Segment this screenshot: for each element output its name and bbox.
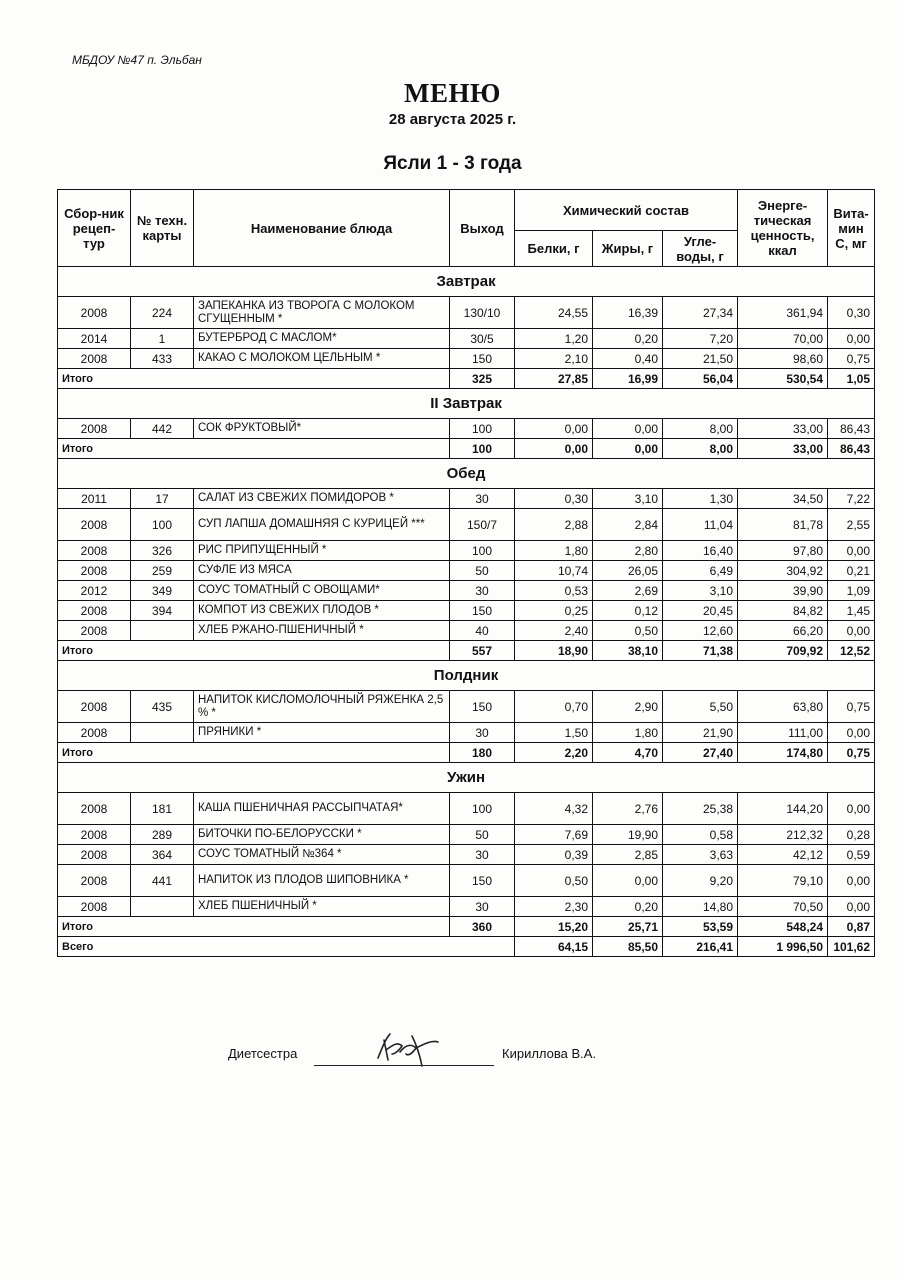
tech-card-number: 1: [131, 329, 194, 349]
table-row: [58, 297, 875, 329]
total-row: [58, 369, 875, 389]
fat-value: 2,90: [593, 691, 663, 723]
dish-name: ПРЯНИКИ *: [194, 723, 450, 743]
section-title: Завтрак: [58, 267, 875, 297]
total-carb: 27,40: [663, 743, 738, 763]
dish-output: 150: [450, 349, 515, 369]
energy-value: 97,80: [738, 541, 828, 561]
energy-value: 212,32: [738, 825, 828, 845]
total-output: 325: [450, 369, 515, 389]
dish-output: 150/7: [450, 509, 515, 541]
carb-value: 16,40: [663, 541, 738, 561]
dish-output: 30: [450, 723, 515, 743]
protein-value: 1,80: [515, 541, 593, 561]
grand-total-protein: 64,15: [515, 937, 593, 957]
table-row: [58, 621, 875, 641]
carb-value: 8,00: [663, 419, 738, 439]
section-header: [58, 459, 875, 489]
table-row: [58, 581, 875, 601]
energy-value: 144,20: [738, 793, 828, 825]
dish-output: 30: [450, 489, 515, 509]
recipe-collection: 2008: [58, 897, 131, 917]
col-fat: Жиры, г: [593, 231, 663, 267]
total-output: 360: [450, 917, 515, 937]
tech-card-number: 364: [131, 845, 194, 865]
dish-output: 150: [450, 691, 515, 723]
table-row: [58, 349, 875, 369]
menu-body: [58, 267, 875, 957]
menu-date: 28 августа 2025 г.: [388, 111, 517, 128]
table-row: [58, 845, 875, 865]
carb-value: 12,60: [663, 621, 738, 641]
total-label: Итого: [58, 641, 450, 661]
organization-name: МБДОУ №47 п. Эльбан: [72, 53, 202, 67]
dish-name: СУП ЛАПША ДОМАШНЯЯ С КУРИЦЕЙ ***: [194, 509, 450, 541]
carb-value: 21,90: [663, 723, 738, 743]
vitamin-value: 0,00: [828, 329, 875, 349]
dish-name: САЛАТ ИЗ СВЕЖИХ ПОМИДОРОВ *: [194, 489, 450, 509]
dish-name: СОУС ТОМАТНЫЙ №364 *: [194, 845, 450, 865]
energy-value: 34,50: [738, 489, 828, 509]
vitamin-value: 0,21: [828, 561, 875, 581]
total-output: 557: [450, 641, 515, 661]
fat-value: 3,10: [593, 489, 663, 509]
carb-value: 1,30: [663, 489, 738, 509]
table-row: [58, 419, 875, 439]
protein-value: 2,30: [515, 897, 593, 917]
total-protein: 2,20: [515, 743, 593, 763]
recipe-collection: 2008: [58, 541, 131, 561]
dish-name: КАША ПШЕНИЧНАЯ РАССЫПЧАТАЯ*: [194, 793, 450, 825]
recipe-collection: 2008: [58, 561, 131, 581]
table-row: [58, 825, 875, 845]
protein-value: 1,20: [515, 329, 593, 349]
table-row: [58, 541, 875, 561]
vitamin-value: 2,55: [828, 509, 875, 541]
dish-output: 100: [450, 541, 515, 561]
grand-total-carb: 216,41: [663, 937, 738, 957]
col-protein: Белки, г: [515, 231, 593, 267]
tech-card-number: 259: [131, 561, 194, 581]
table-row: [58, 897, 875, 917]
dish-output: 30: [450, 897, 515, 917]
vitamin-value: 1,09: [828, 581, 875, 601]
dish-name: РИС ПРИПУЩЕННЫЙ *: [194, 541, 450, 561]
col-sbornik: Сбор-ник рецеп-тур: [58, 190, 131, 267]
energy-value: 361,94: [738, 297, 828, 329]
dish-output: 30/5: [450, 329, 515, 349]
fat-value: 2,85: [593, 845, 663, 865]
carb-value: 7,20: [663, 329, 738, 349]
protein-value: 2,40: [515, 621, 593, 641]
signature-name: Кириллова В.А.: [502, 1046, 597, 1061]
carb-value: 27,34: [663, 297, 738, 329]
grand-total-label: Всего: [58, 937, 515, 957]
section-header: [58, 267, 875, 297]
tech-card-number: 100: [131, 509, 194, 541]
total-row: [58, 917, 875, 937]
col-tech-card: № техн. карты: [131, 190, 194, 267]
total-carb: 53,59: [663, 917, 738, 937]
protein-value: 0,25: [515, 601, 593, 621]
dish-name: БУТЕРБРОД С МАСЛОМ*: [194, 329, 450, 349]
protein-value: 0,53: [515, 581, 593, 601]
col-chem-composition: Химический состав: [515, 190, 738, 231]
carb-value: 9,20: [663, 865, 738, 897]
section-title: Обед: [58, 459, 875, 489]
grand-total-energy: 1 996,50: [738, 937, 828, 957]
protein-value: 0,00: [515, 419, 593, 439]
recipe-collection: 2011: [58, 489, 131, 509]
table-row: [58, 509, 875, 541]
menu-table: [57, 189, 875, 957]
table-row: [58, 601, 875, 621]
protein-value: 2,10: [515, 349, 593, 369]
fat-value: 2,69: [593, 581, 663, 601]
energy-value: 81,78: [738, 509, 828, 541]
total-carb: 71,38: [663, 641, 738, 661]
total-vitamin: 12,52: [828, 641, 875, 661]
vitamin-value: 0,00: [828, 723, 875, 743]
recipe-collection: 2008: [58, 509, 131, 541]
dish-output: 50: [450, 561, 515, 581]
vitamin-value: 0,00: [828, 793, 875, 825]
vitamin-value: 0,00: [828, 897, 875, 917]
section-header: [58, 661, 875, 691]
protein-value: 24,55: [515, 297, 593, 329]
fat-value: 1,80: [593, 723, 663, 743]
total-row: [58, 743, 875, 763]
dish-output: 150: [450, 601, 515, 621]
tech-card-number: 394: [131, 601, 194, 621]
carb-value: 3,10: [663, 581, 738, 601]
energy-value: 70,50: [738, 897, 828, 917]
dish-name: БИТОЧКИ ПО-БЕЛОРУССКИ *: [194, 825, 450, 845]
tech-card-number: 433: [131, 349, 194, 369]
tech-card-number: [131, 723, 194, 743]
total-output: 100: [450, 439, 515, 459]
protein-value: 0,70: [515, 691, 593, 723]
table-row: [58, 723, 875, 743]
fat-value: 0,20: [593, 897, 663, 917]
vitamin-value: 0,30: [828, 297, 875, 329]
grand-total-row: [58, 937, 875, 957]
dish-name: ХЛЕБ ПШЕНИЧНЫЙ *: [194, 897, 450, 917]
dish-output: 30: [450, 845, 515, 865]
total-label: Итого: [58, 743, 450, 763]
col-vitamin: Вита-мин С, мг: [828, 190, 875, 267]
dish-name: КОМПОТ ИЗ СВЕЖИХ ПЛОДОВ *: [194, 601, 450, 621]
total-energy: 709,92: [738, 641, 828, 661]
dish-output: 150: [450, 865, 515, 897]
signature-role: Диетсестра: [228, 1046, 298, 1061]
page-title: МЕНЮ: [404, 78, 501, 108]
total-energy: 530,54: [738, 369, 828, 389]
total-label: Итого: [58, 917, 450, 937]
energy-value: 111,00: [738, 723, 828, 743]
vitamin-value: 0,75: [828, 349, 875, 369]
total-fat: 16,99: [593, 369, 663, 389]
total-protein: 27,85: [515, 369, 593, 389]
total-vitamin: 1,05: [828, 369, 875, 389]
dish-output: 100: [450, 419, 515, 439]
recipe-collection: 2008: [58, 691, 131, 723]
fat-value: 16,39: [593, 297, 663, 329]
table-row: [58, 691, 875, 723]
dish-output: 50: [450, 825, 515, 845]
recipe-collection: 2008: [58, 297, 131, 329]
tech-card-number: 17: [131, 489, 194, 509]
dish-name: НАПИТОК КИСЛОМОЛОЧНЫЙ РЯЖЕНКА 2,5 % *: [194, 691, 450, 723]
dish-output: 130/10: [450, 297, 515, 329]
vitamin-value: 1,45: [828, 601, 875, 621]
grand-total-vitamin: 101,62: [828, 937, 875, 957]
total-energy: 548,24: [738, 917, 828, 937]
table-row: [58, 329, 875, 349]
fat-value: 26,05: [593, 561, 663, 581]
fat-value: 19,90: [593, 825, 663, 845]
recipe-collection: 2008: [58, 349, 131, 369]
recipe-collection: 2008: [58, 621, 131, 641]
vitamin-value: 0,00: [828, 621, 875, 641]
carb-value: 6,49: [663, 561, 738, 581]
tech-card-number: 326: [131, 541, 194, 561]
section-title: II Завтрак: [58, 389, 875, 419]
vitamin-value: 0,59: [828, 845, 875, 865]
tech-card-number: 224: [131, 297, 194, 329]
vitamin-value: 0,28: [828, 825, 875, 845]
carb-value: 11,04: [663, 509, 738, 541]
dish-name: СОК ФРУКТОВЫЙ*: [194, 419, 450, 439]
energy-value: 79,10: [738, 865, 828, 897]
tech-card-number: 442: [131, 419, 194, 439]
grand-total-fat: 85,50: [593, 937, 663, 957]
handwritten-signature: [372, 1030, 442, 1070]
fat-value: 0,50: [593, 621, 663, 641]
energy-value: 66,20: [738, 621, 828, 641]
protein-value: 0,30: [515, 489, 593, 509]
total-label: Итого: [58, 439, 450, 459]
age-group: Ясли 1 - 3 года: [383, 153, 522, 174]
recipe-collection: 2008: [58, 793, 131, 825]
recipe-collection: 2012: [58, 581, 131, 601]
dish-output: 40: [450, 621, 515, 641]
total-vitamin: 86,43: [828, 439, 875, 459]
tech-card-number: 435: [131, 691, 194, 723]
vitamin-value: 0,00: [828, 865, 875, 897]
carb-value: 20,45: [663, 601, 738, 621]
table-row: [58, 793, 875, 825]
dish-output: 100: [450, 793, 515, 825]
energy-value: 33,00: [738, 419, 828, 439]
recipe-collection: 2008: [58, 419, 131, 439]
table-row: [58, 561, 875, 581]
tech-card-number: 441: [131, 865, 194, 897]
energy-value: 98,60: [738, 349, 828, 369]
total-carb: 56,04: [663, 369, 738, 389]
fat-value: 2,76: [593, 793, 663, 825]
tech-card-number: 289: [131, 825, 194, 845]
total-fat: 25,71: [593, 917, 663, 937]
section-header: [58, 389, 875, 419]
total-energy: 174,80: [738, 743, 828, 763]
total-row: [58, 641, 875, 661]
fat-value: 0,20: [593, 329, 663, 349]
total-energy: 33,00: [738, 439, 828, 459]
total-label: Итого: [58, 369, 450, 389]
energy-value: 70,00: [738, 329, 828, 349]
energy-value: 84,82: [738, 601, 828, 621]
dish-name: СУФЛЕ ИЗ МЯСА: [194, 561, 450, 581]
carb-value: 0,58: [663, 825, 738, 845]
fat-value: 2,80: [593, 541, 663, 561]
recipe-collection: 2008: [58, 723, 131, 743]
total-fat: 0,00: [593, 439, 663, 459]
total-protein: 18,90: [515, 641, 593, 661]
energy-value: 39,90: [738, 581, 828, 601]
total-fat: 38,10: [593, 641, 663, 661]
total-carb: 8,00: [663, 439, 738, 459]
section-title: Полдник: [58, 661, 875, 691]
protein-value: 4,32: [515, 793, 593, 825]
dish-name: СОУС ТОМАТНЫЙ С ОВОЩАМИ*: [194, 581, 450, 601]
recipe-collection: 2014: [58, 329, 131, 349]
dish-name: ХЛЕБ РЖАНО-ПШЕНИЧНЫЙ *: [194, 621, 450, 641]
protein-value: 7,69: [515, 825, 593, 845]
section-header: [58, 763, 875, 793]
energy-value: 42,12: [738, 845, 828, 865]
fat-value: 0,00: [593, 419, 663, 439]
total-vitamin: 0,75: [828, 743, 875, 763]
table-row: [58, 489, 875, 509]
recipe-collection: 2008: [58, 825, 131, 845]
vitamin-value: 86,43: [828, 419, 875, 439]
recipe-collection: 2008: [58, 601, 131, 621]
protein-value: 0,50: [515, 865, 593, 897]
total-protein: 15,20: [515, 917, 593, 937]
recipe-collection: 2008: [58, 845, 131, 865]
col-dish-name: Наименование блюда: [194, 190, 450, 267]
recipe-collection: 2008: [58, 865, 131, 897]
protein-value: 10,74: [515, 561, 593, 581]
dish-name: ЗАПЕКАНКА ИЗ ТВОРОГА С МОЛОКОМ СГУЩЕННЫМ *: [194, 297, 450, 329]
total-fat: 4,70: [593, 743, 663, 763]
col-output: Выход: [450, 190, 515, 267]
vitamin-value: 7,22: [828, 489, 875, 509]
tech-card-number: 349: [131, 581, 194, 601]
total-output: 180: [450, 743, 515, 763]
dish-name: НАПИТОК ИЗ ПЛОДОВ ШИПОВНИКА *: [194, 865, 450, 897]
total-protein: 0,00: [515, 439, 593, 459]
carb-value: 5,50: [663, 691, 738, 723]
fat-value: 2,84: [593, 509, 663, 541]
fat-value: 0,12: [593, 601, 663, 621]
dish-name: КАКАО С МОЛОКОМ ЦЕЛЬНЫМ *: [194, 349, 450, 369]
energy-value: 304,92: [738, 561, 828, 581]
carb-value: 25,38: [663, 793, 738, 825]
carb-value: 21,50: [663, 349, 738, 369]
energy-value: 63,80: [738, 691, 828, 723]
col-energy: Энерге-тическая ценность, ккал: [738, 190, 828, 267]
total-row: [58, 439, 875, 459]
table-row: [58, 865, 875, 897]
vitamin-value: 0,75: [828, 691, 875, 723]
section-title: Ужин: [58, 763, 875, 793]
tech-card-number: [131, 897, 194, 917]
carb-value: 3,63: [663, 845, 738, 865]
col-carb: Угле-воды, г: [663, 231, 738, 267]
protein-value: 1,50: [515, 723, 593, 743]
carb-value: 14,80: [663, 897, 738, 917]
dish-output: 30: [450, 581, 515, 601]
tech-card-number: 181: [131, 793, 194, 825]
fat-value: 0,40: [593, 349, 663, 369]
fat-value: 0,00: [593, 865, 663, 897]
tech-card-number: [131, 621, 194, 641]
protein-value: 0,39: [515, 845, 593, 865]
protein-value: 2,88: [515, 509, 593, 541]
total-vitamin: 0,87: [828, 917, 875, 937]
vitamin-value: 0,00: [828, 541, 875, 561]
